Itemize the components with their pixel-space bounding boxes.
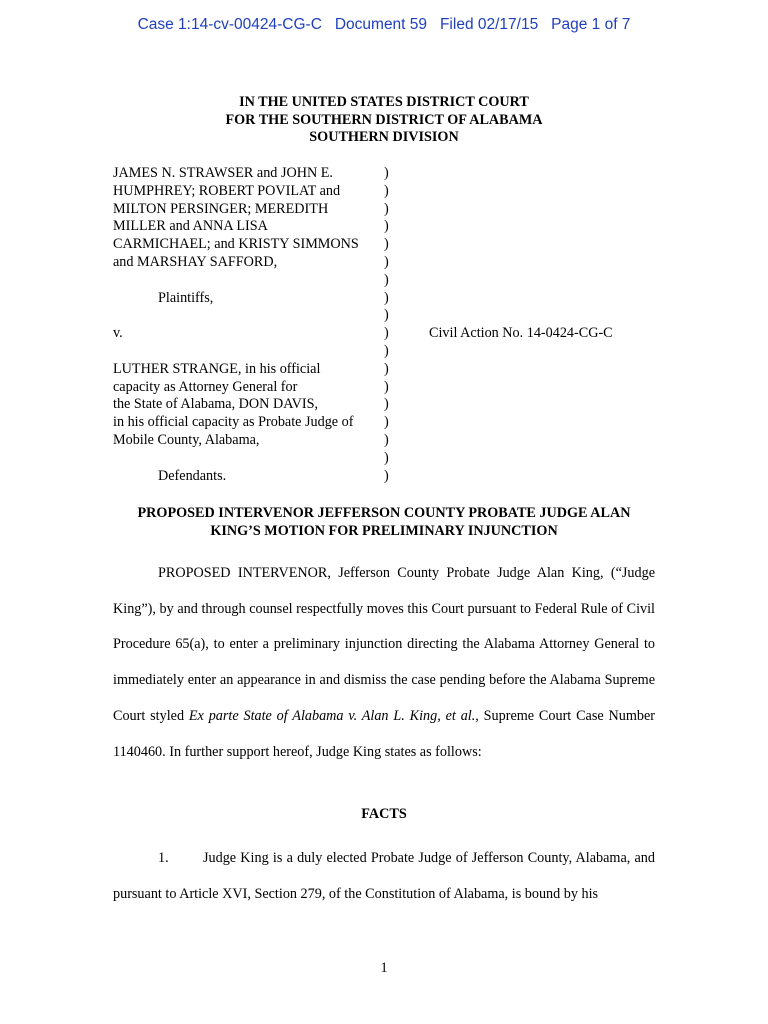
paragraph-number: 1. xyxy=(158,850,169,866)
caption-paren: ) xyxy=(384,414,389,431)
intro-text-part-2: , Supreme Court Case Number 1140460. In further support hereof, Judge King states as follows: xyxy=(113,707,655,760)
caption-paren: ) xyxy=(384,271,389,288)
page-indicator: Page 1 of 7 xyxy=(551,16,631,33)
plaintiff-line: CARMICHAEL; and KRISTY SIMMONS xyxy=(113,236,359,253)
defendant-line: the State of Alabama, DON DAVIS, xyxy=(113,396,319,413)
caption-paren: ) xyxy=(384,218,389,235)
intro-text-part-1: PROPOSED INTERVENOR, Jefferson County Probate Judge Alan King, (“Judge King”), by and through counsel respectfully moves this Court pursuant to Federal Rule of Civil Procedure 65(a), to enter a preliminary injunction directing the Alabama Attorney General to immediately enter an appearance in and dismiss the case pending before the Alabama Supreme Court styled xyxy=(113,565,655,724)
page-number: 1 xyxy=(380,960,388,976)
fact-paragraph-1 xyxy=(113,841,655,912)
caption-paren: ) xyxy=(384,165,389,181)
caption-paren: ) xyxy=(384,431,389,448)
motion-title-line-1: PROPOSED INTERVENOR JEFFERSON COUNTY PROBATE JUDGE ALAN xyxy=(137,505,631,521)
motion-title xyxy=(0,504,768,540)
case-number: Case 1:14-cv-00424-CG-C xyxy=(137,16,322,33)
caption-paren: ) xyxy=(384,360,389,377)
ecf-header xyxy=(0,16,768,34)
defendant-line: LUTHER STRANGE, in his official xyxy=(113,360,321,377)
defendants-label: Defendants. xyxy=(158,467,227,484)
caption-paren: ) xyxy=(384,182,389,199)
plaintiff-line: and MARSHAY SAFFORD, xyxy=(113,253,278,270)
caption-paren: ) xyxy=(384,289,389,306)
court-line-1: IN THE UNITED STATES DISTRICT COURT xyxy=(239,94,529,110)
court-heading xyxy=(0,94,768,147)
plaintiff-line: HUMPHREY; ROBERT POVILAT and xyxy=(113,182,341,199)
motion-title-line-2: KING’S MOTION FOR PRELIMINARY INJUNCTION xyxy=(210,523,558,539)
defendant-line: in his official capacity as Probate Judge of xyxy=(113,414,354,431)
versus-label: v. xyxy=(113,325,123,342)
caption-paren: ) xyxy=(384,378,389,395)
defendant-line: Mobile County, Alabama, xyxy=(113,431,260,448)
caption-paren: ) xyxy=(384,307,389,324)
plaintiff-line: MILLER and ANNA LISA xyxy=(113,218,268,235)
plaintiffs-label: Plaintiffs, xyxy=(158,289,214,306)
intro-paragraph xyxy=(113,556,655,770)
plaintiff-line: JAMES N. STRAWSER and JOHN E. xyxy=(113,165,333,181)
caption-paren: ) xyxy=(384,253,389,270)
caption-paren: ) xyxy=(384,342,389,359)
defendant-line: capacity as Attorney General for xyxy=(113,378,298,395)
court-line-2: FOR THE SOUTHERN DISTRICT OF ALABAMA xyxy=(225,111,543,128)
fact-paragraph-1-text: Judge King is a duly elected Probate Judge of Jefferson County, Alabama, and pursuant to Article XVI, Section 279, of the Constitution of Alabama, is bound by his xyxy=(113,850,655,902)
caption-paren: ) xyxy=(384,449,389,466)
case-caption xyxy=(113,165,673,485)
caption-paren: ) xyxy=(384,396,389,413)
caption-paren: ) xyxy=(384,467,389,484)
plaintiff-line: MILTON PERSINGER; MEREDITH xyxy=(113,200,329,217)
caption-paren: ) xyxy=(384,325,389,342)
case-style: Ex parte State of Alabama v. Alan L. King, et al. xyxy=(188,707,476,724)
civil-action-number: Civil Action No. 14-0424-CG-C xyxy=(429,325,613,342)
court-line-3: SOUTHERN DIVISION xyxy=(309,129,459,146)
filed-date: Filed 02/17/15 xyxy=(439,16,539,33)
document-number: Document 59 xyxy=(334,16,428,33)
caption-paren: ) xyxy=(384,236,389,253)
caption-paren: ) xyxy=(384,200,389,217)
facts-heading: FACTS xyxy=(361,806,407,822)
